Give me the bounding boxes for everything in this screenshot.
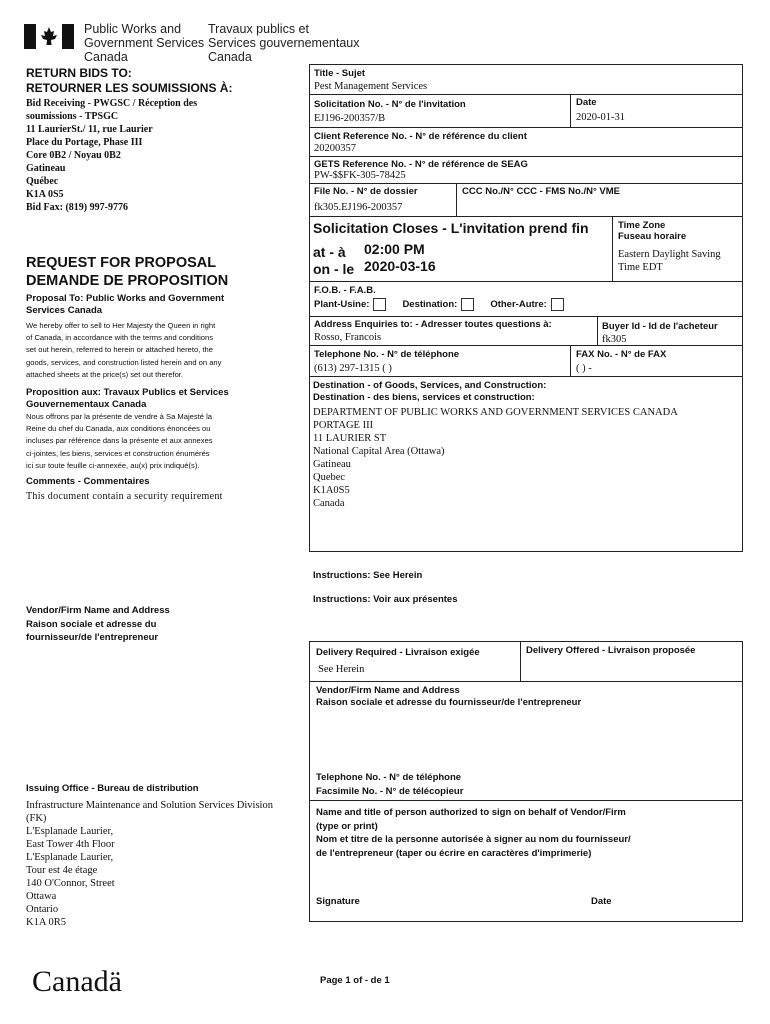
- gets-reference-label: GETS Reference No. - N° de référence de SEAG: [314, 159, 528, 170]
- closing-time-label: at - à: [313, 244, 346, 260]
- vendor-fax-label: Facsimile No. - N° de télécopieur: [316, 786, 464, 797]
- proposition-label: Proposition aux: Travaux Publics et Services Gouvernementaux Canada: [26, 387, 229, 410]
- government-logo: [24, 24, 74, 49]
- delivery-offered-label: Delivery Offered - Livraison proposée: [526, 645, 696, 656]
- proposal-to-label: Proposal To: Public Works and Government Services Canada: [26, 293, 225, 316]
- date-label: Date: [576, 97, 597, 108]
- department-name-en: Public Works and Government Services Canada: [84, 22, 205, 64]
- title-value: Pest Management Services: [314, 81, 428, 92]
- vendor-telephone-label: Telephone No. - N° de téléphone: [316, 772, 462, 783]
- rfp-title: REQUEST FOR PROPOSAL DEMANDE DE PROPOSITION: [26, 255, 229, 289]
- buyer-id-value: fk305: [602, 334, 627, 345]
- vendor-firm-label: Vendor/Firm Name and Address Raison sociale et adresse du fournisseur/de l'entrepreneur: [316, 685, 582, 708]
- proposition-text: Nous offrons par la présente de vendre à Sa Majesté la Reine du chef du Canada, aux conditions énoncées ou incluses par référence dans la présente et aux annexes ci-jointes, les biens, services et construction énumérés ici sur toute feuille ci-annexée, au(x) prix indiqué(s).: [26, 412, 213, 470]
- proposal-to-text: We hereby offer to sell to Her Majesty the Queen in right of Canada, in accordance with the terms and conditions set out herein, referred to herein or attached hereto, the goods, services, and construction listed herein and on any attached sheets at the price(s) set out therefor.: [26, 321, 222, 379]
- closing-date-value: 2020-03-16: [364, 258, 436, 274]
- date-value: 2020-01-31: [576, 112, 625, 123]
- address-enquiries-label: Address Enquiries to: - Adresser toutes questions à:: [314, 319, 552, 330]
- canada-flag-icon: [24, 24, 74, 49]
- fax-value: ( ) -: [576, 363, 592, 374]
- address-enquiries-value: Rosso, Francois: [314, 332, 382, 343]
- ccc-number-label: CCC No./N° CCC - FMS No./N° VME: [462, 186, 621, 197]
- canada-wordmark: Canadä: [32, 965, 122, 998]
- client-reference-value: 20200357: [314, 143, 356, 154]
- comments-text: This document contain a security requirement: [26, 491, 223, 502]
- fob-options: Plant-Usine: Destination: Other-Autre:: [314, 298, 570, 311]
- destination-checkbox[interactable]: [461, 298, 474, 311]
- client-reference-label: Client Reference No. - N° de référence du client: [314, 131, 527, 142]
- authorized-signer-label: Name and title of person authorized to sign on behalf of Vendor/Firm (type or print) Nom et titre de la personne autorisée à signer au nom du fournisseur/ de l'entrepreneur (taper ou écrire en caractères d'imprimerie): [316, 807, 631, 859]
- return-bids-address: Bid Receiving - PWGSC / Réception des soumissions - TPSGC 11 LaurierSt./ 11, rue Laurier Place du Portage, Phase III Core 0B2 / Noyau 0B2 Gatineau Québec K1A 0S5 Bid Fax: (819) 997-9776: [26, 98, 198, 213]
- solicitation-number-label: Solicitation No. - N° de l'invitation: [314, 99, 466, 110]
- other-autre-checkbox[interactable]: [551, 298, 564, 311]
- title-label: Title - Sujet: [314, 68, 366, 79]
- time-zone-label: Time Zone Fuseau horaire: [618, 220, 687, 242]
- solicitation-number-value: EJ196-200357/B: [314, 113, 386, 124]
- issuing-office-label: Issuing Office - Bureau de distribution: [26, 783, 199, 794]
- file-number-label: File No. - N° de dossier: [314, 186, 418, 197]
- file-number-value: fk305.EJ196-200357: [314, 202, 403, 213]
- signature-label: Signature: [316, 896, 360, 907]
- vendor-firm-label-left: Vendor/Firm Name and Address Raison sociale et adresse du fournisseur/de l'entrepreneur: [26, 605, 170, 643]
- buyer-id-label: Buyer Id - Id de l'acheteur: [602, 321, 718, 332]
- telephone-value: (613) 297-1315 ( ): [314, 363, 392, 374]
- instructions-en: Instructions: See Herein: [313, 570, 423, 581]
- destination-label: Destination - of Goods, Services, and Construction: Destination - des biens, services et construction:: [313, 380, 547, 403]
- signature-date-label: Date: [591, 896, 612, 907]
- closing-date-label: on - le: [313, 261, 355, 277]
- page-number: Page 1 of - de 1: [320, 975, 390, 986]
- fob-label: F.O.B. - F.A.B.: [314, 285, 376, 296]
- destination-address: DEPARTMENT OF PUBLIC WORKS AND GOVERNMENT SERVICES CANADA PORTAGE III 11 LAURIER ST National Capital Area (Ottawa) Gatineau Quebec K1A0S5 Canada: [313, 407, 678, 509]
- time-zone-value: Eastern Daylight Saving Time EDT: [618, 249, 721, 273]
- plant-usine-checkbox[interactable]: [373, 298, 386, 311]
- gets-reference-value: PW-$$FK-305-78425: [314, 170, 406, 181]
- comments-label: Comments - Commentaires: [26, 476, 150, 487]
- issuing-office-address: Infrastructure Maintenance and Solution Services Division (FK) L'Esplanade Laurier, East Tower 4th Floor L'Esplanade Laurier, Tour est 4e étage 140 O'Connor, Street Ottawa Ontario K1A 0R5: [26, 800, 273, 928]
- delivery-required-value: See Herein: [318, 664, 365, 675]
- department-name-fr: Travaux publics et Services gouvernementaux Canada: [208, 22, 360, 64]
- return-bids-title: RETURN BIDS TO: RETOURNER LES SOUMISSIONS À:: [26, 66, 233, 95]
- closing-time-value: 02:00 PM: [364, 241, 425, 257]
- instructions-fr: Instructions: Voir aux présentes: [313, 594, 458, 605]
- fax-label: FAX No. - N° de FAX: [576, 349, 667, 360]
- solicitation-closes-title: Solicitation Closes - L'invitation prend fin: [313, 220, 589, 236]
- delivery-required-label: Delivery Required - Livraison exigée: [316, 647, 480, 658]
- telephone-label: Telephone No. - N° de téléphone: [314, 349, 460, 360]
